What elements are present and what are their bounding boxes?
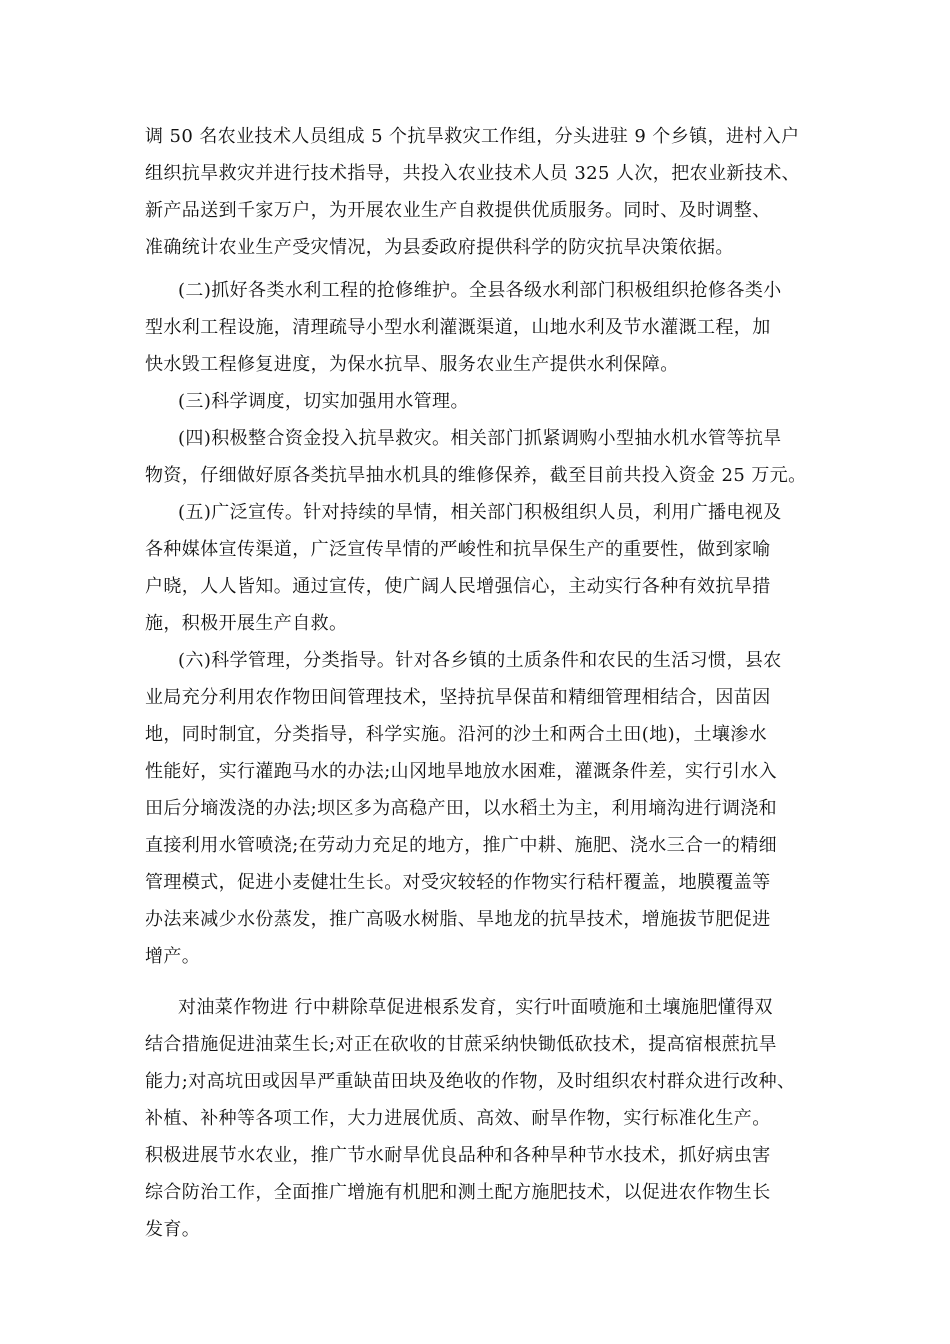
paragraph-first-line: 对油菜作物进 行中耕除草促进根系发育，实行叶面喷施和土壤施肥懂得双 bbox=[178, 997, 773, 1018]
text-line: 调 50 名农业技术人员组成 5 个抗旱救灾工作组，分头进驻 9 个乡镇，进村入户 bbox=[145, 126, 800, 147]
text-line: 地，同时制宜，分类指导，科学实施。沿河的沙土和两合土田(地)，土壤渗水 bbox=[145, 724, 768, 745]
text-line: 补植、补种等各项工作，大力进展优质、高效、耐旱作物，实行标准化生产。 bbox=[145, 1108, 771, 1129]
text-line: 施，积极开展生产自救。 bbox=[145, 613, 348, 634]
text-line: 综合防治工作，全面推广增施有机肥和测土配方施肥技术，以促进农作物生长 bbox=[145, 1182, 771, 1203]
section-heading-line: (五)广泛宣传。针对持续的旱情，相关部门积极组织人员，利用广播电视及 bbox=[178, 502, 782, 523]
text-line: 组织抗旱救灾并进行技术指导，共投入农业技术人员 325 人次，把农业新技术、 bbox=[145, 163, 800, 184]
text-line: 积极进展节水农业，推广节水耐旱优良品种和各种旱种节水技术，抓好病虫害 bbox=[145, 1145, 771, 1166]
text-line: 户晓，人人皆知。通过宣传，使广阔人民增强信心，主动实行各种有效抗旱措 bbox=[145, 576, 771, 597]
document-body bbox=[145, 118, 825, 1248]
text-line: 直接利用水管喷浇;在劳动力充足的地方，推广中耕、施肥、浇水三合一的精细 bbox=[145, 835, 778, 856]
text-line: 新产品送到千家万户，为开展农业生产自救提供优质服务。同时、及时调整、 bbox=[145, 200, 771, 221]
text-line: 能力;对高坑田或因旱严重缺苗田块及绝收的作物，及时组织农村群众进行改种、 bbox=[145, 1071, 796, 1092]
text-line: 性能好，实行灌跑马水的办法;山冈地旱地放水困难，灌溉条件差，实行引水入 bbox=[145, 761, 778, 782]
text-line: 物资，仔细做好原各类抗旱抽水机具的维修保养，截至目前共投入资金 25 万元。 bbox=[145, 465, 807, 486]
text-line: 业局充分利用农作物田间管理技术，坚持抗旱保苗和精细管理相结合，因苗因 bbox=[145, 687, 771, 708]
section-heading-line: (六)科学管理，分类指导。针对各乡镇的土质条件和农民的生活习惯，县农 bbox=[178, 650, 782, 671]
text-line: 办法来减少水份蒸发，推广高吸水树脂、旱地龙的抗旱技术，增施拔节肥促进 bbox=[145, 909, 771, 930]
text-line: 快水毁工程修复进度，为保水抗旱、服务农业生产提供水利保障。 bbox=[145, 354, 679, 375]
text-line: 结合措施促进油菜生长;对正在砍收的甘蔗采纳快锄低砍技术，提高宿根蔗抗旱 bbox=[145, 1034, 778, 1055]
text-line: 发育。 bbox=[145, 1219, 201, 1240]
text-line: 增产。 bbox=[145, 946, 201, 967]
section-heading-line: (三)科学调度，切实加强用水管理。 bbox=[178, 391, 469, 412]
text-line: 田后分墒泼浇的办法;坝区多为高稳产田，以水稻土为主，利用墒沟进行调浇和 bbox=[145, 798, 778, 819]
section-heading-line: (四)积极整合资金投入抗旱救灾。相关部门抓紧调购小型抽水机水管等抗旱 bbox=[178, 428, 782, 449]
text-line: 准确统计农业生产受灾情况，为县委政府提供科学的防灾抗旱决策依据。 bbox=[145, 237, 734, 258]
text-line: 型水利工程设施，清理疏导小型水利灌溉渠道，山地水利及节水灌溉工程，加 bbox=[145, 317, 771, 338]
text-line: 各种媒体宣传渠道，广泛宣传旱情的严峻性和抗旱保生产的重要性，做到家喻 bbox=[145, 539, 771, 560]
section-heading-line: (二)抓好各类水利工程的抢修维护。全县各级水利部门积极组织抢修各类小 bbox=[178, 280, 782, 301]
text-line: 管理模式，促进小麦健壮生长。对受灾较轻的作物实行秸杆覆盖，地膜覆盖等 bbox=[145, 872, 771, 893]
